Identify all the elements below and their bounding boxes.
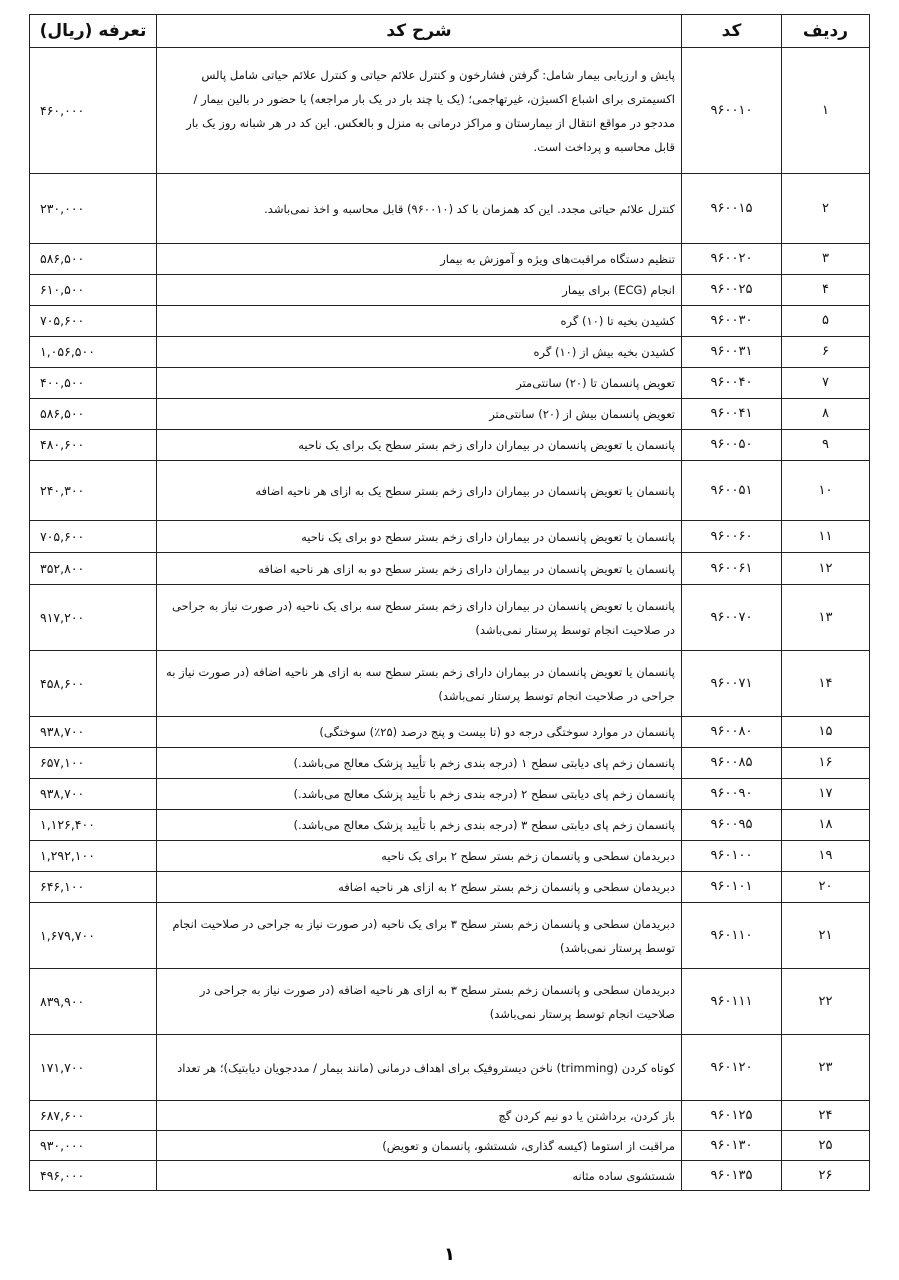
row-description: دبریدمان سطحی و پانسمان زخم بستر سطح ۲ برای یک ناحیه — [157, 841, 682, 872]
table-row — [30, 306, 870, 337]
row-code: ۹۶۰۱۱۰ — [682, 903, 782, 969]
row-tariff: ۱,۰۵۶,۵۰۰ — [30, 337, 157, 368]
row-tariff: ۳۵۲,۸۰۰ — [30, 553, 157, 585]
table-row — [30, 337, 870, 368]
row-description: دبریدمان سطحی و پانسمان زخم بستر سطح ۳ به ازای هر ناحیه اضافه (در صورت نیاز به جراحی در صلاحیت انجام توسط پرستار نمی‌باشد) — [157, 969, 682, 1035]
row-number: ۱۵ — [782, 717, 870, 748]
row-description: کشیدن بخیه بیش از (۱۰) گره — [157, 337, 682, 368]
table-row — [30, 244, 870, 275]
table-row — [30, 1131, 870, 1161]
row-number: ۷ — [782, 368, 870, 399]
table-row — [30, 585, 870, 651]
table-row — [30, 174, 870, 244]
table-row — [30, 1035, 870, 1101]
table-row — [30, 275, 870, 306]
row-number: ۱۲ — [782, 553, 870, 585]
row-number: ۱۱ — [782, 521, 870, 553]
header-row — [30, 15, 870, 48]
row-number: ۱۹ — [782, 841, 870, 872]
row-description: باز کردن، برداشتن یا دو نیم کردن گچ — [157, 1101, 682, 1131]
row-description: پانسمان یا تعویض پانسمان در بیماران دارای زخم بستر سطح دو برای یک ناحیه — [157, 521, 682, 553]
header-row-number: ردیف — [782, 15, 870, 48]
row-description: دبریدمان سطحی و پانسمان زخم بستر سطح ۲ به ازای هر ناحیه اضافه — [157, 872, 682, 903]
row-code: ۹۶۰۱۳۰ — [682, 1131, 782, 1161]
row-code: ۹۶۰۰۳۱ — [682, 337, 782, 368]
row-number: ۱ — [782, 48, 870, 174]
row-description: تعویض پانسمان بیش از (۲۰) سانتی‌متر — [157, 399, 682, 430]
row-code: ۹۶۰۰۸۰ — [682, 717, 782, 748]
table-row — [30, 841, 870, 872]
row-tariff: ۴۹۶,۰۰۰ — [30, 1161, 157, 1191]
row-tariff: ۶۸۷,۶۰۰ — [30, 1101, 157, 1131]
row-code: ۹۶۰۰۷۰ — [682, 585, 782, 651]
row-number: ۱۶ — [782, 748, 870, 779]
row-number: ۸ — [782, 399, 870, 430]
table-row — [30, 748, 870, 779]
row-number: ۹ — [782, 430, 870, 461]
table-row — [30, 521, 870, 553]
row-code: ۹۶۰۰۶۰ — [682, 521, 782, 553]
row-code: ۹۶۰۰۴۱ — [682, 399, 782, 430]
table-row — [30, 969, 870, 1035]
row-code: ۹۶۰۰۷۱ — [682, 651, 782, 717]
header-tariff: تعرفه (ریال) — [30, 15, 157, 48]
row-code: ۹۶۰۰۲۵ — [682, 275, 782, 306]
row-code: ۹۶۰۰۹۵ — [682, 810, 782, 841]
row-number: ۲ — [782, 174, 870, 244]
row-description: پانسمان یا تعویض پانسمان در بیماران دارای زخم بستر سطح سه برای یک ناحیه (در صورت نیاز به جراحی در صلاحیت انجام توسط پرستار نمی‌باشد) — [157, 585, 682, 651]
row-tariff: ۲۴۰,۳۰۰ — [30, 461, 157, 521]
tariff-table — [29, 14, 870, 1191]
row-number: ۳ — [782, 244, 870, 275]
table-row — [30, 461, 870, 521]
row-code: ۹۶۰۰۵۱ — [682, 461, 782, 521]
row-code: ۹۶۰۰۹۰ — [682, 779, 782, 810]
row-tariff: ۴۶۰,۰۰۰ — [30, 48, 157, 174]
row-tariff: ۴۰۰,۵۰۰ — [30, 368, 157, 399]
row-tariff: ۹۳۸,۷۰۰ — [30, 717, 157, 748]
header-code: کد — [682, 15, 782, 48]
row-number: ۲۰ — [782, 872, 870, 903]
row-tariff: ۸۳۹,۹۰۰ — [30, 969, 157, 1035]
row-tariff: ۴۵۸,۶۰۰ — [30, 651, 157, 717]
row-tariff: ۶۵۷,۱۰۰ — [30, 748, 157, 779]
row-number: ۶ — [782, 337, 870, 368]
row-description: شستشوی ساده مثانه — [157, 1161, 682, 1191]
row-description: پانسمان زخم پای دیابتی سطح ۳ (درجه بندی زخم با تأیید پزشک معالج می‌باشد.) — [157, 810, 682, 841]
table-row — [30, 903, 870, 969]
row-number: ۱۴ — [782, 651, 870, 717]
row-tariff: ۱,۶۷۹,۷۰۰ — [30, 903, 157, 969]
row-description: پانسمان زخم پای دیابتی سطح ۲ (درجه بندی زخم با تأیید پزشک معالج می‌باشد.) — [157, 779, 682, 810]
row-tariff: ۱,۲۹۲,۱۰۰ — [30, 841, 157, 872]
table-row — [30, 651, 870, 717]
row-number: ۱۰ — [782, 461, 870, 521]
table-row — [30, 368, 870, 399]
row-number: ۵ — [782, 306, 870, 337]
page-number: ۱ — [444, 1244, 455, 1265]
row-code: ۹۶۰۰۲۰ — [682, 244, 782, 275]
row-description: انجام (ECG) برای بیمار — [157, 275, 682, 306]
row-code: ۹۶۰۱۰۱ — [682, 872, 782, 903]
row-description: پانسمان یا تعویض پانسمان در بیماران دارای زخم بستر سطح یک برای یک ناحیه — [157, 430, 682, 461]
table-row — [30, 872, 870, 903]
row-description: پانسمان زخم پای دیابتی سطح ۱ (درجه بندی زخم با تأیید پزشک معالج می‌باشد.) — [157, 748, 682, 779]
row-code: ۹۶۰۱۲۵ — [682, 1101, 782, 1131]
table-row — [30, 430, 870, 461]
row-tariff: ۷۰۵,۶۰۰ — [30, 306, 157, 337]
row-description: پایش و ارزیابی بیمار شامل: گرفتن فشارخون و کنترل علائم حیاتی و کنترل علائم حیاتی شامل پالس اکسیمتری برای اشباع اکسیژن، غیرتهاجمی؛ (یک یا چند بار در یک بار مراجعه) یا حضور در بالین بیمار / مددجو در مواقع انتقال از بیمارستان و مراکز درمانی به منزل و بالعکس. این کد در هر شبانه روز یک بار قابل محاسبه و پرداخت است. — [157, 48, 682, 174]
row-tariff: ۴۸۰,۶۰۰ — [30, 430, 157, 461]
table-body — [30, 48, 870, 1191]
row-description: کوتاه کردن (trimming) ناخن دیستروفیک برای اهداف درمانی (مانند بیمار / مددجویان دیابتیک)؛ هر تعداد — [157, 1035, 682, 1101]
row-tariff: ۶۱۰,۵۰۰ — [30, 275, 157, 306]
row-tariff: ۱۷۱,۷۰۰ — [30, 1035, 157, 1101]
row-description: پانسمان یا تعویض پانسمان در بیماران دارای زخم بستر سطح دو به ازای هر ناحیه اضافه — [157, 553, 682, 585]
row-code: ۹۶۰۱۲۰ — [682, 1035, 782, 1101]
row-tariff: ۹۱۷,۲۰۰ — [30, 585, 157, 651]
table-row — [30, 553, 870, 585]
row-tariff: ۲۳۰,۰۰۰ — [30, 174, 157, 244]
row-tariff: ۷۰۵,۶۰۰ — [30, 521, 157, 553]
table-row — [30, 1161, 870, 1191]
row-tariff: ۶۴۶,۱۰۰ — [30, 872, 157, 903]
table-row — [30, 1101, 870, 1131]
row-number: ۲۶ — [782, 1161, 870, 1191]
row-description: دبریدمان سطحی و پانسمان زخم بستر سطح ۳ برای یک ناحیه (در صورت نیاز به جراحی در صلاحیت انجام توسط پرستار نمی‌باشد) — [157, 903, 682, 969]
table-row — [30, 717, 870, 748]
row-code: ۹۶۰۰۵۰ — [682, 430, 782, 461]
row-number: ۲۵ — [782, 1131, 870, 1161]
table-row — [30, 399, 870, 430]
row-description: پانسمان در موارد سوختگی درجه دو (تا بیست و پنج درصد (۲۵٪) سوختگی) — [157, 717, 682, 748]
row-number: ۱۸ — [782, 810, 870, 841]
row-description: کشیدن بخیه تا (۱۰) گره — [157, 306, 682, 337]
row-description: کنترل علائم حیاتی مجدد. این کد همزمان با کد (۹۶۰۰۱۰) قابل محاسبه و اخذ نمی‌باشد. — [157, 174, 682, 244]
row-tariff: ۵۸۶,۵۰۰ — [30, 399, 157, 430]
table-row — [30, 48, 870, 174]
row-tariff: ۱,۱۲۶,۴۰۰ — [30, 810, 157, 841]
row-number: ۲۱ — [782, 903, 870, 969]
row-number: ۱۳ — [782, 585, 870, 651]
row-number: ۴ — [782, 275, 870, 306]
row-description: پانسمان یا تعویض پانسمان در بیماران دارای زخم بستر سطح یک به ازای هر ناحیه اضافه — [157, 461, 682, 521]
row-code: ۹۶۰۱۱۱ — [682, 969, 782, 1035]
row-description: تعویض پانسمان تا (۲۰) سانتی‌متر — [157, 368, 682, 399]
header-description: شرح کد — [157, 15, 682, 48]
row-code: ۹۶۰۱۰۰ — [682, 841, 782, 872]
row-description: مراقبت از استوما (کیسه گذاری، شستشو، پانسمان و تعویض) — [157, 1131, 682, 1161]
row-code: ۹۶۰۰۳۰ — [682, 306, 782, 337]
row-number: ۲۳ — [782, 1035, 870, 1101]
row-code: ۹۶۰۰۱۰ — [682, 48, 782, 174]
row-number: ۲۲ — [782, 969, 870, 1035]
row-number: ۲۴ — [782, 1101, 870, 1131]
row-code: ۹۶۰۱۳۵ — [682, 1161, 782, 1191]
row-tariff: ۹۳۰,۰۰۰ — [30, 1131, 157, 1161]
row-code: ۹۶۰۰۸۵ — [682, 748, 782, 779]
row-code: ۹۶۰۰۴۰ — [682, 368, 782, 399]
row-number: ۱۷ — [782, 779, 870, 810]
row-code: ۹۶۰۰۶۱ — [682, 553, 782, 585]
table-row — [30, 810, 870, 841]
row-description: تنظیم دستگاه مراقبت‌های ویژه و آموزش به بیمار — [157, 244, 682, 275]
row-tariff: ۵۸۶,۵۰۰ — [30, 244, 157, 275]
row-tariff: ۹۳۸,۷۰۰ — [30, 779, 157, 810]
row-description: پانسمان یا تعویض پانسمان در بیماران دارای زخم بستر سطح سه به ازای هر ناحیه اضافه (در صورت نیاز به جراحی در صلاحیت انجام توسط پرستار نمی‌باشد) — [157, 651, 682, 717]
table-row — [30, 779, 870, 810]
tariff-document — [30, 14, 870, 1191]
row-code: ۹۶۰۰۱۵ — [682, 174, 782, 244]
